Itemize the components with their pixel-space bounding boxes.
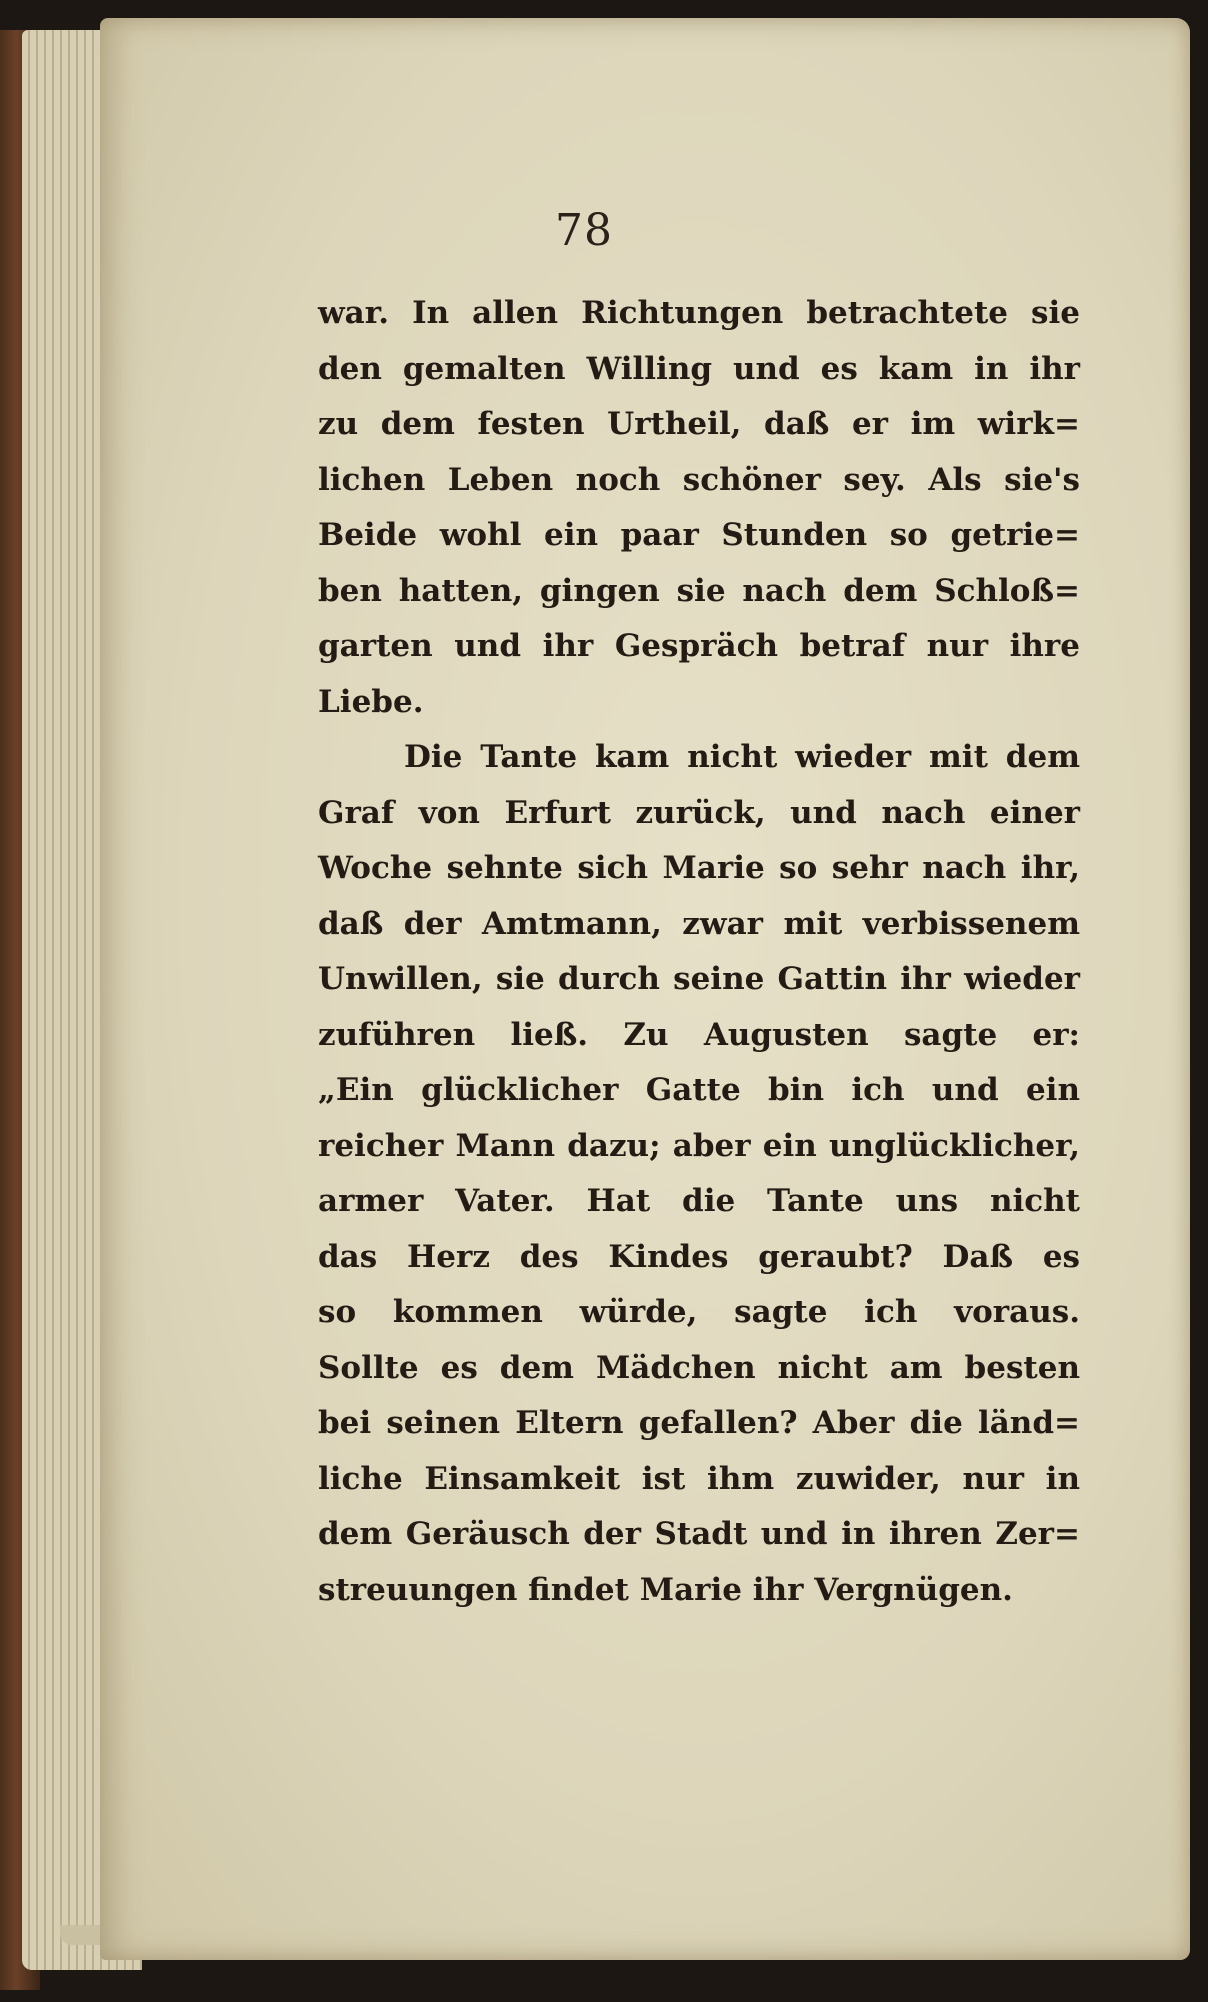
text-line: so kommen würde, sagte ich voraus. [318,1294,1080,1330]
text-line: Woche sehnte sich Marie so sehr nach ihr, [318,850,1080,886]
text-line: liche Einsamkeit ist ihm zuwider, nur in [318,1460,1080,1497]
text-line: zu dem festen Urtheil, daß er im wirk= [318,406,1080,442]
text-line: ben hatten, gingen sie nach dem Schloß= [318,572,1080,609]
text-line: Die Tante kam nicht wieder mit dem [404,739,1080,775]
text-line: Liebe. [318,683,424,720]
body-text [318,286,1080,1618]
text-line: Sollte es dem Mädchen nicht am besten [318,1349,1080,1386]
text-line: Beide wohl ein paar Stunden so getrie= [318,517,1080,553]
text-line: „Ein glücklicher Gatte bin ich und ein [318,1072,1080,1108]
page-number: 78 [555,205,613,256]
text-line: den gemalten Willing und es kam in ihr [318,350,1080,387]
text-line: garten und ihr Gespräch betraf nur ihre [318,628,1080,664]
text-line: reicher Mann dazu; aber ein unglücklicher, [318,1127,1080,1164]
text-line: daß der Amtmann, zwar mit verbissenem [318,905,1080,942]
text-line: zuführen ließ. Zu Augusten sagte er: [318,1016,1080,1053]
text-line: bei seinen Eltern gefallen? Aber die länd= [318,1405,1080,1441]
text-line: streuungen findet Marie ihr Vergnügen. [318,1571,1013,1608]
text-line: Graf von Erfurt zurück, und nach einer [318,794,1080,831]
text-line: lichen Leben noch schöner sey. Als sie's [318,461,1080,498]
text-line: Unwillen, sie durch seine Gattin ihr wieder [318,961,1080,997]
text-line: das Herz des Kindes geraubt? Daß es [318,1238,1080,1275]
text-line: dem Geräusch der Stadt und in ihren Zer= [318,1516,1080,1552]
text-line: war. In allen Richtungen betrachtete sie [318,295,1080,331]
text-line: armer Vater. Hat die Tante uns nicht [318,1183,1080,1219]
